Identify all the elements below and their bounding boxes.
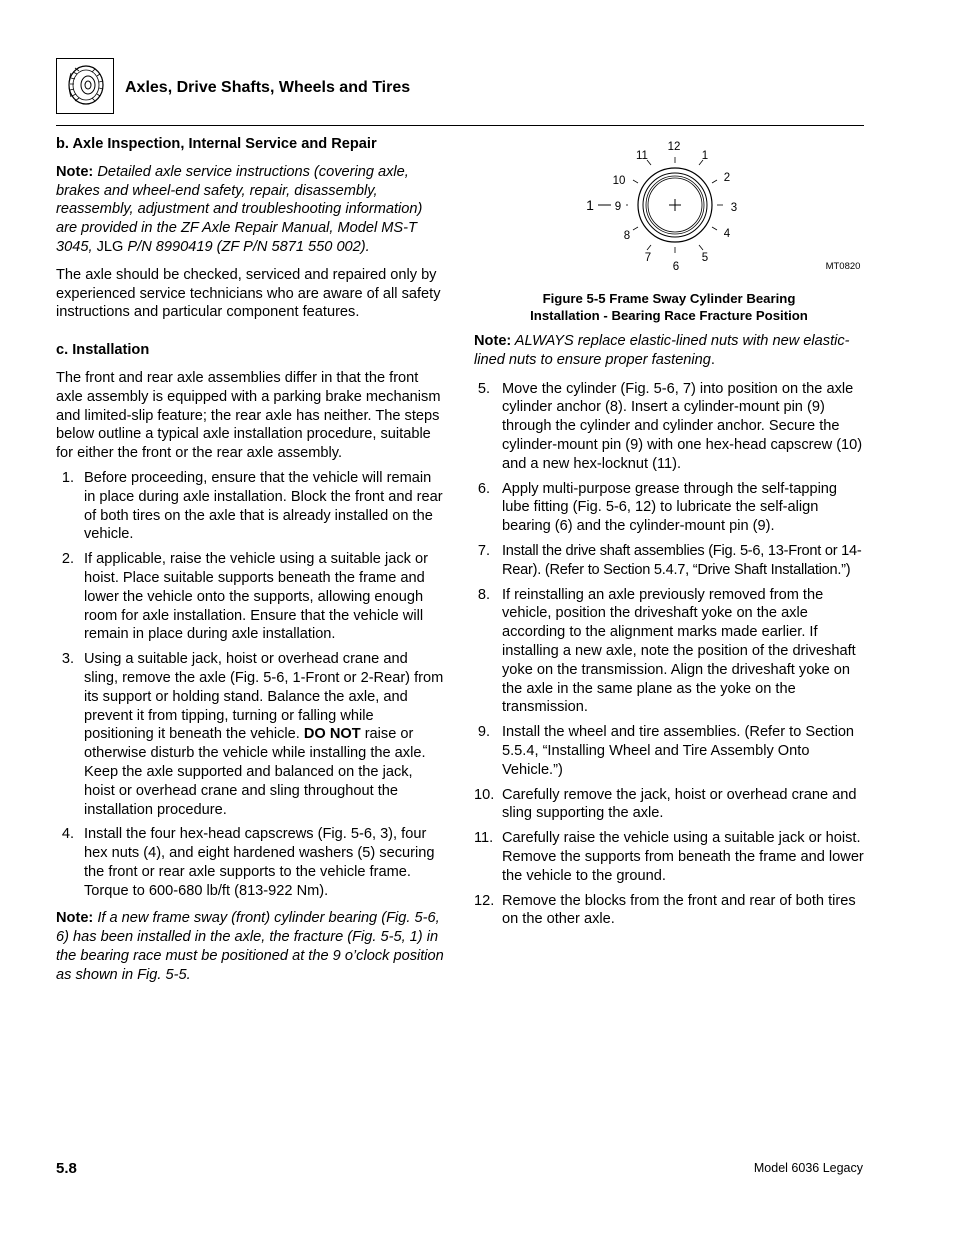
caption-line: Figure 5-5 Frame Sway Cylinder Bearing: [542, 291, 796, 306]
step-text: Apply multi-purpose grease through the self-tapping lube fitting (Fig. 5-6, 12) to lubricate the self-align bearing (6) and the cylinder-mount pin (9).: [502, 480, 838, 535]
installation-steps-continued: [474, 380, 864, 930]
callout-number: 1: [586, 197, 594, 213]
step-text: Move the cylinder (Fig. 5-6, 7) into position on the axle cylinder anchor (8). Insert a cylinder-mount pin (9) through the cylinder and cylinder anchor. Secure the cylinder-mount pin (9) with one hex-head capscrew (10) and a new hex-locknut (11).: [502, 380, 863, 472]
clock-number: 12: [667, 141, 681, 153]
list-item: [56, 550, 444, 644]
clock-number: 11: [636, 150, 648, 162]
list-item: [474, 786, 864, 824]
list-item: [474, 480, 864, 536]
list-item: [474, 586, 864, 718]
step-text: If applicable, raise the vehicle using a suitable jack or hoist. Place suitable supports beneath the frame and lower the vehicle onto the supports, allowing enough room for axle installation. Ensure that the vehicle will remain in place during axle installation.: [84, 551, 428, 643]
clock-number: 1: [701, 150, 709, 162]
page-number: 5.8: [56, 1160, 77, 1177]
step-number: 1.: [61, 469, 74, 486]
clock-number: 3: [730, 202, 738, 214]
figure-bearing-diagram: [560, 138, 865, 278]
list-item: [474, 723, 864, 779]
clock-number: 7: [644, 252, 652, 264]
installation-steps: [56, 469, 444, 901]
step-number: 6.: [477, 480, 490, 497]
figure-caption: [474, 290, 864, 324]
step-number: 4.: [61, 826, 74, 843]
step-number: 3.: [61, 651, 74, 668]
list-item: [474, 542, 864, 580]
clock-number: 6: [672, 261, 680, 273]
note-label: Note:: [474, 333, 512, 349]
header-divider: [56, 125, 864, 126]
step-number: 7.: [477, 542, 490, 559]
clock-number: 2: [723, 172, 731, 184]
list-item: [56, 469, 444, 544]
step-emphasis: DO NOT: [303, 726, 361, 743]
step-text: Install the wheel and tire assemblies. (Refer to Section 5.5.4, “Installing Wheel and Tire Assembly Onto Vehicle.”): [502, 724, 855, 778]
header-logo: [56, 58, 114, 114]
step-text: Remove the blocks from the front and rear of both tires on the other axle.: [502, 892, 856, 928]
step-text: Carefully remove the jack, hoist or overhead crane and sling supporting the axle.: [502, 786, 857, 822]
heading-axle-inspection: b. Axle Inspection, Internal Service and Repair: [56, 136, 377, 152]
clock-number: 8: [623, 230, 631, 242]
clock-number: 5: [701, 252, 709, 264]
step-text: If reinstalling an axle previously removed from the vehicle, position the driveshaft yoke on the axle according to the alignment marks made earlier. If installing a new axle, note the position of the driveshaft yoke on the transmission. Align the driveshaft yoke on the axle in the same plane as the yoke on the transmission.: [502, 586, 856, 716]
bearing-diagram: [560, 138, 865, 278]
note-text: If a new frame sway (front) cylinder bearing (Fig. 5-6, 6) has been installed in the axle, the fracture (Fig. 5-5, 1) in the bearing race must be positioned at the 9 o’clock position as shown in Fig. 5-5.: [56, 910, 444, 983]
note-axle-service: [56, 163, 444, 257]
step-text: raise or otherwise disturb the vehicle while installing the axle. Keep the axle supported and balanced on the jack, hoist or overhead crane and sling throughout the installation procedure.: [84, 726, 426, 818]
list-item: [474, 380, 864, 474]
step-number: 5.: [477, 380, 490, 397]
note-text: JLG: [92, 238, 128, 255]
left-column: [56, 135, 444, 985]
figure-ref: MT0820: [825, 261, 861, 272]
step-number: 12.: [474, 892, 495, 909]
step-text: Install the drive shaft assemblies (Fig. 5-6, 13-Front or 14-Rear). (Refer to Section 5.4.7, “Drive Shaft Installation.”): [502, 542, 862, 578]
note-text: .: [710, 351, 715, 368]
list-item: [474, 829, 864, 885]
step-number: 8.: [477, 586, 490, 603]
step-text: Install the four hex-head capscrews (Fig. 5-6, 3), four hex nuts (4), and eight hardened washers (5) securing the front or rear axle supports to the vehicle frame. Torque to 600-680 lb/ft (813-922 Nm).: [84, 826, 435, 899]
paragraph: The front and rear axle assemblies differ in that the front axle assembly is equipped with a parking brake mechanism and limited-slip feature; the rear axle has neither. The steps below outline a typical axle installation procedure, suitable for either the front or the rear axle assembly.: [56, 369, 441, 462]
step-text: Using a suitable jack, hoist or overhead crane and sling, remove the axle (Fig. 5-6, 1-Front or 2-Rear) from its support or holding stand. Balance the axle, and prevent it from tipping, turning or falling while positioning it beneath the vehicle.: [84, 651, 444, 743]
right-column: [474, 332, 864, 929]
step-number: 9.: [477, 724, 490, 741]
note-text: ALWAYS replace elastic-lined nuts with new elastic-lined nuts to ensure proper fastening: [474, 333, 850, 368]
step-number: 2.: [61, 551, 74, 568]
clock-number: 4: [723, 228, 731, 240]
caption-line: Installation - Bearing Race Fracture Position: [530, 308, 808, 323]
heading-installation: c. Installation: [56, 342, 150, 359]
paragraph: The axle should be checked, serviced and repaired only by experienced service technicians who are aware of all safety instructions and particular component features.: [56, 266, 441, 321]
list-item: [56, 825, 444, 900]
step-number: 11.: [474, 830, 494, 847]
note-text: P/N 8990419 (ZF P/N 5871 550 002).: [127, 238, 370, 255]
note-elastic-nuts: [474, 332, 864, 370]
step-number: 10.: [474, 786, 495, 803]
tire-icon: [57, 59, 112, 112]
note-label: Note:: [56, 163, 94, 180]
clock-number: 10: [612, 175, 626, 187]
list-item: [56, 650, 444, 819]
step-text: Before proceeding, ensure that the vehicle will remain in place during axle installation. Block the front and rear of both tires on the axle that is already installed on the vehicle.: [84, 469, 443, 543]
note-bearing: [56, 909, 444, 984]
list-item: [474, 892, 864, 930]
clock-number: 9: [614, 201, 622, 213]
section-title: Axles, Drive Shafts, Wheels and Tires: [125, 79, 411, 96]
step-text: Carefully raise the vehicle using a suitable jack or hoist. Remove the supports from beneath the frame and lower the vehicle to the ground.: [502, 830, 864, 884]
model-label: Model 6036 Legacy: [753, 1161, 863, 1175]
note-label: Note:: [56, 910, 94, 927]
note-text: Detailed axle service instructions (covering axle, brakes and wheel-end safety, repair, disassembly, reassembly, adjustment and troubleshooting information) are provided in the ZF Axle Repair Manual, Model MS-T 3045,: [56, 163, 423, 255]
